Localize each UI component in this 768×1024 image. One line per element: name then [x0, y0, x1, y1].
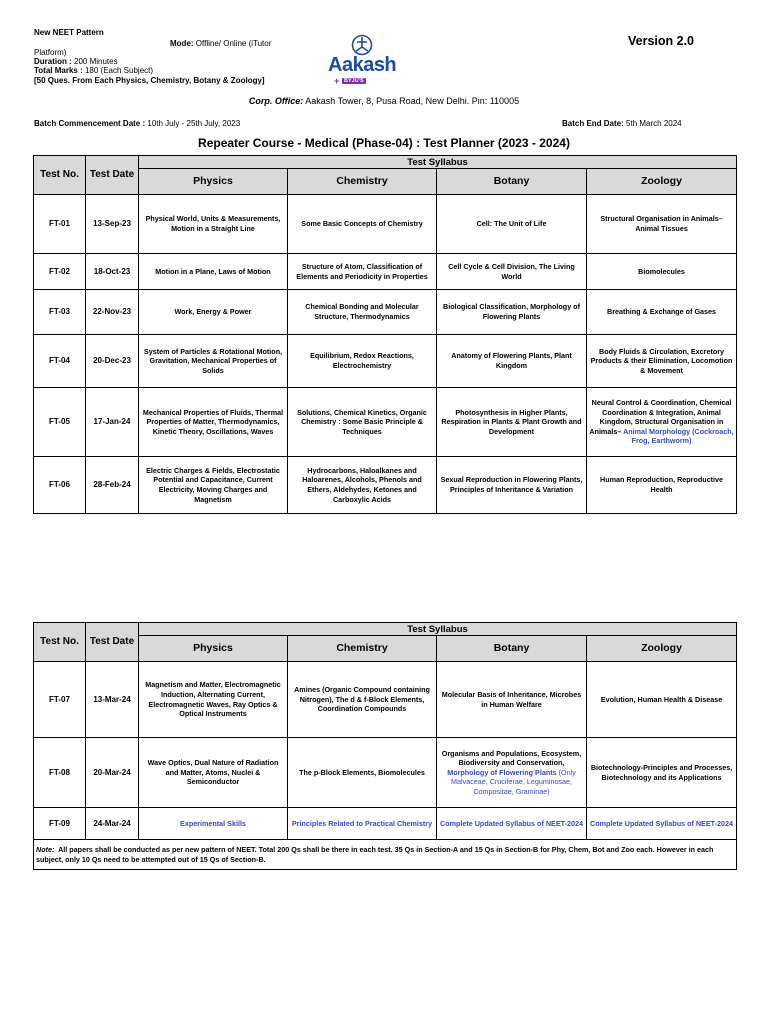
test-no-cell: FT-05	[34, 388, 86, 457]
table-row	[34, 388, 737, 457]
table-row	[34, 808, 737, 840]
test-date-cell: 18-Oct-23	[86, 254, 139, 290]
zoology-cell	[587, 388, 737, 457]
header-new-neet-pattern: New NEET Pattern	[34, 28, 104, 37]
physics-cell: System of Particles & Rotational Motion, Gravitation, Mechanical Properties of Solids	[139, 335, 288, 388]
note-label: Note:	[36, 844, 55, 854]
duration-label: Duration :	[34, 57, 72, 66]
zoology-cell: Complete Updated Syllabus of NEET-2024	[587, 808, 737, 840]
physics-cell: Physical World, Units & Measurements, Motion in a Straight Line	[139, 195, 288, 254]
chemistry-cell: Structure of Atom, Classification of Elements and Periodicity in Properties	[288, 254, 437, 290]
batch-end-value: 5th March 2024	[626, 119, 682, 128]
table-row	[34, 335, 737, 388]
mode-value: Offline/ Online (iTutor	[195, 39, 272, 48]
zoology-cell: Structural Organisation in Animals–Animal Tissues	[587, 195, 737, 254]
physics-cell: Motion in a Plane, Laws of Motion	[139, 254, 288, 290]
header-test-date: Test Date	[86, 156, 139, 195]
test-date-cell: 20-Dec-23	[86, 335, 139, 388]
note-cell	[34, 840, 737, 870]
table-row	[34, 662, 737, 738]
zoology-text: Neural Control & Coordination, Chemical Coordination & Integration, Animal Kingdom, Structural Organisation in Animals–	[589, 398, 732, 436]
corp-office-label: Corp. Office:	[248, 96, 304, 106]
chemistry-cell: Principles Related to Practical Chemistry	[288, 808, 437, 840]
physics-cell: Magnetism and Matter, Electromagnetic Induction, Alternating Current, Electromagnetic Waves, Ray Optics & Optical Instruments	[139, 662, 288, 738]
chemistry-cell: Hydrocarbons, Haloalkanes and Haloarenes, Alcohols, Phenols and Ethers, Aldehydes, Ketones and Carboxylic Acids	[288, 457, 437, 514]
table-row	[34, 457, 737, 514]
botany-cell: Photosynthesis in Higher Plants, Respiration in Plants & Plant Growth and Development	[437, 388, 587, 457]
header-botany: Botany	[437, 636, 587, 662]
table-row	[34, 254, 737, 290]
chemistry-cell: Chemical Bonding and Molecular Structure, Thermodynamics	[288, 290, 437, 335]
zoology-cell: Biomolecules	[587, 254, 737, 290]
header-physics: Physics	[139, 169, 288, 195]
zoology-highlight-text: Animal Morphology (Cockroach, Frog, Earthworm)	[623, 426, 734, 446]
test-date-cell: 13-Mar-24	[86, 662, 139, 738]
duration-value: 200 Minutes	[74, 57, 118, 66]
test-date-cell: 17-Jan-24	[86, 388, 139, 457]
logo-plus: +	[334, 76, 340, 86]
test-date-cell: 28-Feb-24	[86, 457, 139, 514]
version-label: Version 2.0	[628, 34, 695, 48]
page-title: Repeater Course - Medical (Phase-04) : Test Planner (2023 - 2024)	[198, 136, 570, 150]
test-planner-table-2	[33, 622, 737, 870]
header-test-no: Test No.	[34, 623, 86, 662]
header-test-syllabus: Test Syllabus	[139, 623, 737, 636]
botany-cell: Sexual Reproduction in Flowering Plants, Principles of Inheritance & Variation	[437, 457, 587, 514]
botany-cell: Molecular Basis of Inheritance, Microbes in Human Welfare	[437, 662, 587, 738]
botany-cell: Cell Cycle & Cell Division, The Living World	[437, 254, 587, 290]
header-chemistry: Chemistry	[288, 636, 437, 662]
test-no-cell: FT-07	[34, 662, 86, 738]
botany-cell: Complete Updated Syllabus of NEET-2024	[437, 808, 587, 840]
test-date-cell: 20-Mar-24	[86, 738, 139, 808]
zoology-cell: Breathing & Exchange of Gases	[587, 290, 737, 335]
total-marks-label: Total Marks :	[34, 66, 83, 75]
aakash-logo	[326, 34, 398, 92]
physics-cell: Electric Charges & Fields, Electrostatic Potential and Capacitance, Current Electricity, Moving Charges and Magnetism	[139, 457, 288, 514]
physics-cell: Work, Energy & Power	[139, 290, 288, 335]
batch-commencement-label: Batch Commencement Date :	[34, 119, 146, 128]
mode-label: Mode:	[170, 39, 194, 48]
botany-cell: Biological Classification, Morphology of Flowering Plants	[437, 290, 587, 335]
test-date-cell: 13-Sep-23	[86, 195, 139, 254]
header-questions-note: [50 Ques. From Each Physics, Chemistry, Botany & Zoology]	[34, 76, 265, 85]
test-no-cell: FT-08	[34, 738, 86, 808]
header-mode	[170, 39, 271, 49]
header-botany: Botany	[437, 169, 587, 195]
botany-cell: Cell: The Unit of Life	[437, 195, 587, 254]
header-test-date: Test Date	[86, 623, 139, 662]
test-no-cell: FT-03	[34, 290, 86, 335]
table-row	[34, 738, 737, 808]
header-test-no: Test No.	[34, 156, 86, 195]
test-no-cell: FT-01	[34, 195, 86, 254]
test-date-cell: 24-Mar-24	[86, 808, 139, 840]
test-planner-table-1	[33, 155, 737, 514]
batch-commencement-value: 10th July - 25th July, 2023	[147, 119, 241, 128]
chemistry-cell: Amines (Organic Compound containing Nitrogen), The d & f-Block Elements, Coordination Compounds	[288, 662, 437, 738]
zoology-cell: Evolution, Human Health & Disease	[587, 662, 737, 738]
logo-brand: Aakash	[328, 54, 397, 76]
batch-end	[562, 119, 682, 128]
test-no-cell: FT-04	[34, 335, 86, 388]
physics-cell: Wave Optics, Dual Nature of Radiation and Matter, Atoms, Nuclei & Semiconductor	[139, 738, 288, 808]
chemistry-cell: Equilibrium, Redox Reactions, Electrochemistry	[288, 335, 437, 388]
header-total-marks	[34, 66, 153, 76]
note-text: All papers shall be conducted as per new pattern of NEET. Total 200 Qs shall be there in each test. 35 Qs in Section-A and 15 Qs in Section-B for Phy, Chem, Bot and Zoo each. However in each subject, only 10 Qs need to be attempted out of 15 Qs of Section-B.	[36, 844, 714, 864]
table-row	[34, 195, 737, 254]
botany-highlight-text: Morphology of Flowering Plants	[447, 767, 557, 777]
header-test-syllabus: Test Syllabus	[139, 156, 737, 169]
logo-byjus: BYJU'S	[344, 78, 364, 84]
note-row	[34, 840, 737, 870]
test-no-cell: FT-02	[34, 254, 86, 290]
test-no-cell: FT-09	[34, 808, 86, 840]
botany-cell	[437, 738, 587, 808]
total-marks-value: 180 (Each Subject)	[84, 66, 154, 75]
header-platform: Platform)	[34, 48, 67, 57]
test-date-cell: 22-Nov-23	[86, 290, 139, 335]
header-physics: Physics	[139, 636, 288, 662]
zoology-cell: Body Fluids & Circulation, Excretory Products & their Elimination, Locomotion & Movement	[587, 335, 737, 388]
table-row	[34, 290, 737, 335]
header-chemistry: Chemistry	[288, 169, 437, 195]
header-zoology: Zoology	[587, 169, 737, 195]
chemistry-cell: Some Basic Concepts of Chemistry	[288, 195, 437, 254]
chemistry-cell: The p-Block Elements, Biomolecules	[288, 738, 437, 808]
batch-commencement	[34, 119, 240, 128]
physics-cell: Experimental Skills	[139, 808, 288, 840]
test-no-cell: FT-06	[34, 457, 86, 514]
header-zoology: Zoology	[587, 636, 737, 662]
batch-end-label: Batch End Date:	[562, 119, 624, 128]
corp-office	[0, 96, 768, 106]
botany-cell: Anatomy of Flowering Plants, Plant Kingdom	[437, 335, 587, 388]
aakash-emblem-icon	[351, 34, 373, 56]
corp-office-value: Aakash Tower, 8, Pusa Road, New Delhi. Pin: 110005	[305, 96, 520, 106]
chemistry-cell: Solutions, Chemical Kinetics, Organic Chemistry : Some Basic Principle & Techniques	[288, 388, 437, 457]
zoology-cell: Biotechnology-Principles and Processes, Biotechnology and its Applications	[587, 738, 737, 808]
zoology-cell: Human Reproduction, Reproductive Health	[587, 457, 737, 514]
botany-text: Organisms and Populations, Ecosystem, Biodiversity and Conservation,	[441, 748, 582, 768]
botany-highlight-subtext: (Only Malvaceae, Cruciferae, Leguminosae, Compositae, Graminae)	[450, 767, 576, 796]
physics-cell: Mechanical Properties of Fluids, Thermal Properties of Matter, Thermodynamics, Kinetic Theory, Oscillations, Waves	[139, 388, 288, 457]
